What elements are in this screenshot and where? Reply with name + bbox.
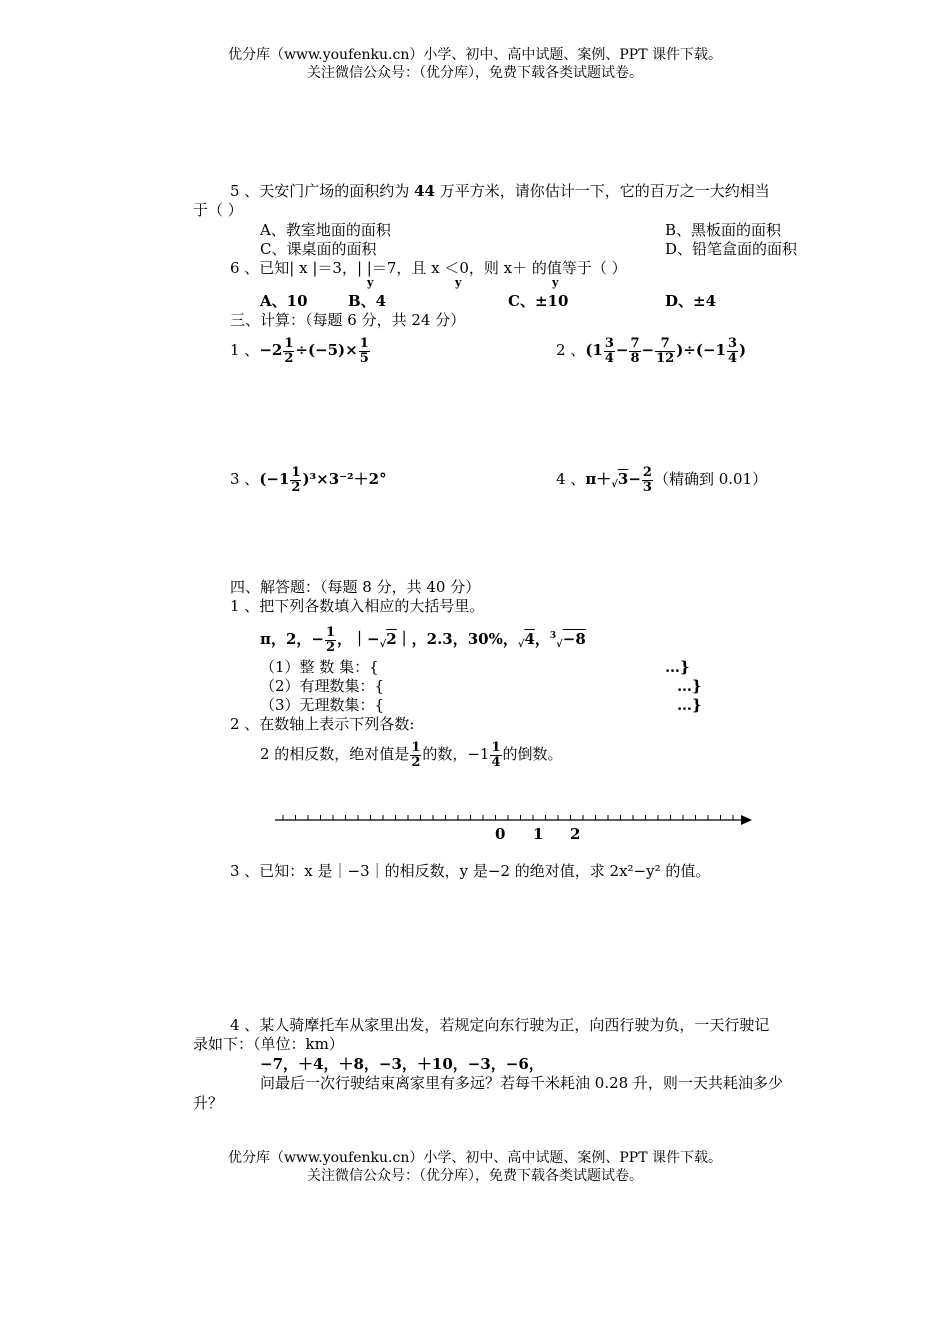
p1-frac-2-num: 1: [359, 335, 369, 351]
s4-q3-text: 3 、已知：x 是｜−3｜的相反数，y 是−2 的绝对值，求 2x²−y² 的值。: [230, 862, 711, 880]
footer-line-1: 优分库（www.youfenku.cn）小学、初中、高中试题、案例、PPT 课件下载。: [227, 1150, 722, 1166]
q1-nums-c: ｜，2.3，30%，: [396, 630, 518, 648]
p2-label: 2 、: [556, 341, 586, 359]
q1-rad-4: 4: [524, 630, 535, 648]
set-irrationals-end: …}: [677, 696, 702, 714]
cbrt-icon: √: [556, 639, 563, 650]
number-line-arrow-icon: [741, 815, 752, 825]
p2-d: )÷(−1: [676, 341, 726, 359]
q1-cube-val: −8: [562, 630, 586, 648]
q1-nums-a: π，2，−: [260, 630, 324, 648]
section-3-title: 三、计算：（每题 6 分，共 24 分）: [230, 311, 466, 329]
q5-option-c: C、课桌面的面积: [260, 240, 377, 258]
q5-number: 44: [414, 182, 435, 200]
tick-label-2: 2: [570, 825, 581, 843]
s4-q4-line1: 4 、某人骑摩托车从家里出发，若规定向东行驶为正，向西行驶为负，一天行驶记: [230, 1016, 770, 1034]
p2-frac-4-num: 3: [727, 335, 738, 351]
tick-label-1: 1: [533, 825, 544, 843]
footer-line-2: 关注微信公众号：（优分库），免费下载各类试题试卷。: [307, 1168, 643, 1184]
q2-a: 2 的相反数，绝对值是: [260, 745, 410, 763]
p2-frac-2-den: 8: [630, 350, 640, 366]
q2-frac-1-den: 2: [411, 754, 421, 770]
p2-e: ): [739, 341, 747, 359]
p2-frac-2-num: 7: [630, 335, 640, 351]
p3-frac-den: 2: [291, 479, 301, 495]
set-integers: （1）整 数 集：{: [260, 658, 379, 676]
p2-frac-3-den: 12: [656, 350, 675, 366]
p3-b: )³×3⁻²＋2°: [302, 470, 387, 488]
q5-option-d: D、铅笔盒面的面积: [665, 240, 798, 258]
q1-nums-d: ，: [534, 630, 550, 648]
tick-label-0: 0: [495, 825, 506, 843]
set-rationals-end: …}: [677, 677, 702, 695]
header-line-2: 关注微信公众号：（优分库），免费下载各类试题试卷。: [307, 65, 643, 81]
s4-q4-line5: 升？: [193, 1094, 224, 1112]
q6-option-a: A、10: [260, 292, 308, 310]
p4-c: （精确到 0.01）: [653, 470, 768, 488]
number-line-ticks: [283, 815, 733, 820]
q6-option-b: B、4: [348, 292, 387, 310]
q1-frac-den: 2: [326, 639, 336, 655]
q1-rad-2: 2: [386, 630, 397, 648]
q5-option-b: B、黑板面的面积: [665, 221, 782, 239]
q6-y-2: y: [455, 276, 462, 289]
p2-c: −: [641, 341, 655, 359]
q5-text-a: 5 、天安门广场的面积约为: [230, 182, 415, 200]
q6-option-d: D、±4: [665, 292, 717, 310]
header-line-1: 优分库（www.youfenku.cn）小学、初中、高中试题、案例、PPT 课件下载。: [227, 47, 722, 63]
p2-a: (1: [585, 341, 603, 359]
p3-a: (−1: [259, 470, 290, 488]
q2-frac-2-num: 1: [491, 739, 501, 755]
q2-frac-1-num: 1: [411, 739, 421, 755]
p1-a: −2: [259, 341, 283, 359]
q2-c: 的倒数。: [502, 745, 563, 763]
s4-q1-text: 1 、把下列各数填入相应的大括号里。: [230, 597, 485, 615]
sqrt-icon: √: [517, 639, 525, 650]
s4-q4-line3: −7，＋4，＋8，−3，＋10，−3，−6，: [260, 1055, 544, 1073]
question-6: 6 、已知| x |＝3，| |＝7，且 x ＜0，则 x＋ 的值等于（ ）: [230, 259, 627, 277]
p3-frac-num: 1: [291, 464, 301, 480]
q6-y-1: y: [367, 276, 374, 289]
q6-option-c: C、±10: [508, 292, 569, 310]
s4-q4-line2: 录如下：（单位：km）: [193, 1035, 344, 1053]
p1-frac-1-den: 2: [284, 350, 294, 366]
p4-frac-den: 3: [642, 479, 652, 495]
p2-frac-3-num: 7: [655, 337, 675, 352]
p2-frac-1-den: 4: [604, 350, 614, 366]
q1-nums-b: ，｜−: [337, 630, 380, 648]
sqrt-icon: √: [611, 479, 618, 490]
p1-label: 1 、: [230, 341, 260, 359]
p4-b: −: [628, 470, 641, 488]
s4-q4-line4: 问最后一次行驶结束离家里有多远？若每千米耗油 0.28 升，则一天共耗油多少: [260, 1074, 783, 1092]
p3-label: 3 、: [230, 470, 260, 488]
q2-b: 的数，−1: [422, 745, 490, 763]
q6-y-3: y: [552, 276, 559, 289]
p2-frac-1-num: 3: [604, 335, 614, 351]
q2-frac-2-den: 4: [491, 754, 501, 770]
p2-b: −: [615, 341, 629, 359]
sqrt-icon: √: [379, 639, 387, 650]
set-irrationals: （3）无理数集：{: [260, 696, 385, 714]
q5-option-a: A、教室地面的面积: [260, 221, 391, 239]
p4-a: π＋: [585, 470, 612, 488]
p4-label: 4 、: [556, 470, 586, 488]
s4-q2-text: 2 、在数轴上表示下列各数:: [230, 715, 415, 733]
q1-cube-index: 3: [549, 631, 557, 641]
q5-text-b: 万平方米，请你估计一下，它的百万之一大约相当: [434, 182, 770, 200]
p2-frac-4-den: 4: [727, 350, 738, 366]
p4-frac-num: 2: [642, 464, 652, 480]
p4-radicand: 3: [617, 470, 629, 488]
p1-frac-1-num: 1: [284, 335, 294, 351]
q1-frac-num: 1: [326, 624, 336, 640]
set-integers-end: …}: [665, 658, 690, 676]
set-rationals: （2）有理数集：{: [260, 677, 385, 695]
p1-frac-2-den: 5: [359, 350, 369, 366]
p1-b: ÷(−5)×: [295, 341, 358, 359]
q5-continuation: 于（ ）: [193, 201, 243, 219]
section-4-title: 四、解答题：（每题 8 分，共 40 分）: [230, 578, 481, 596]
